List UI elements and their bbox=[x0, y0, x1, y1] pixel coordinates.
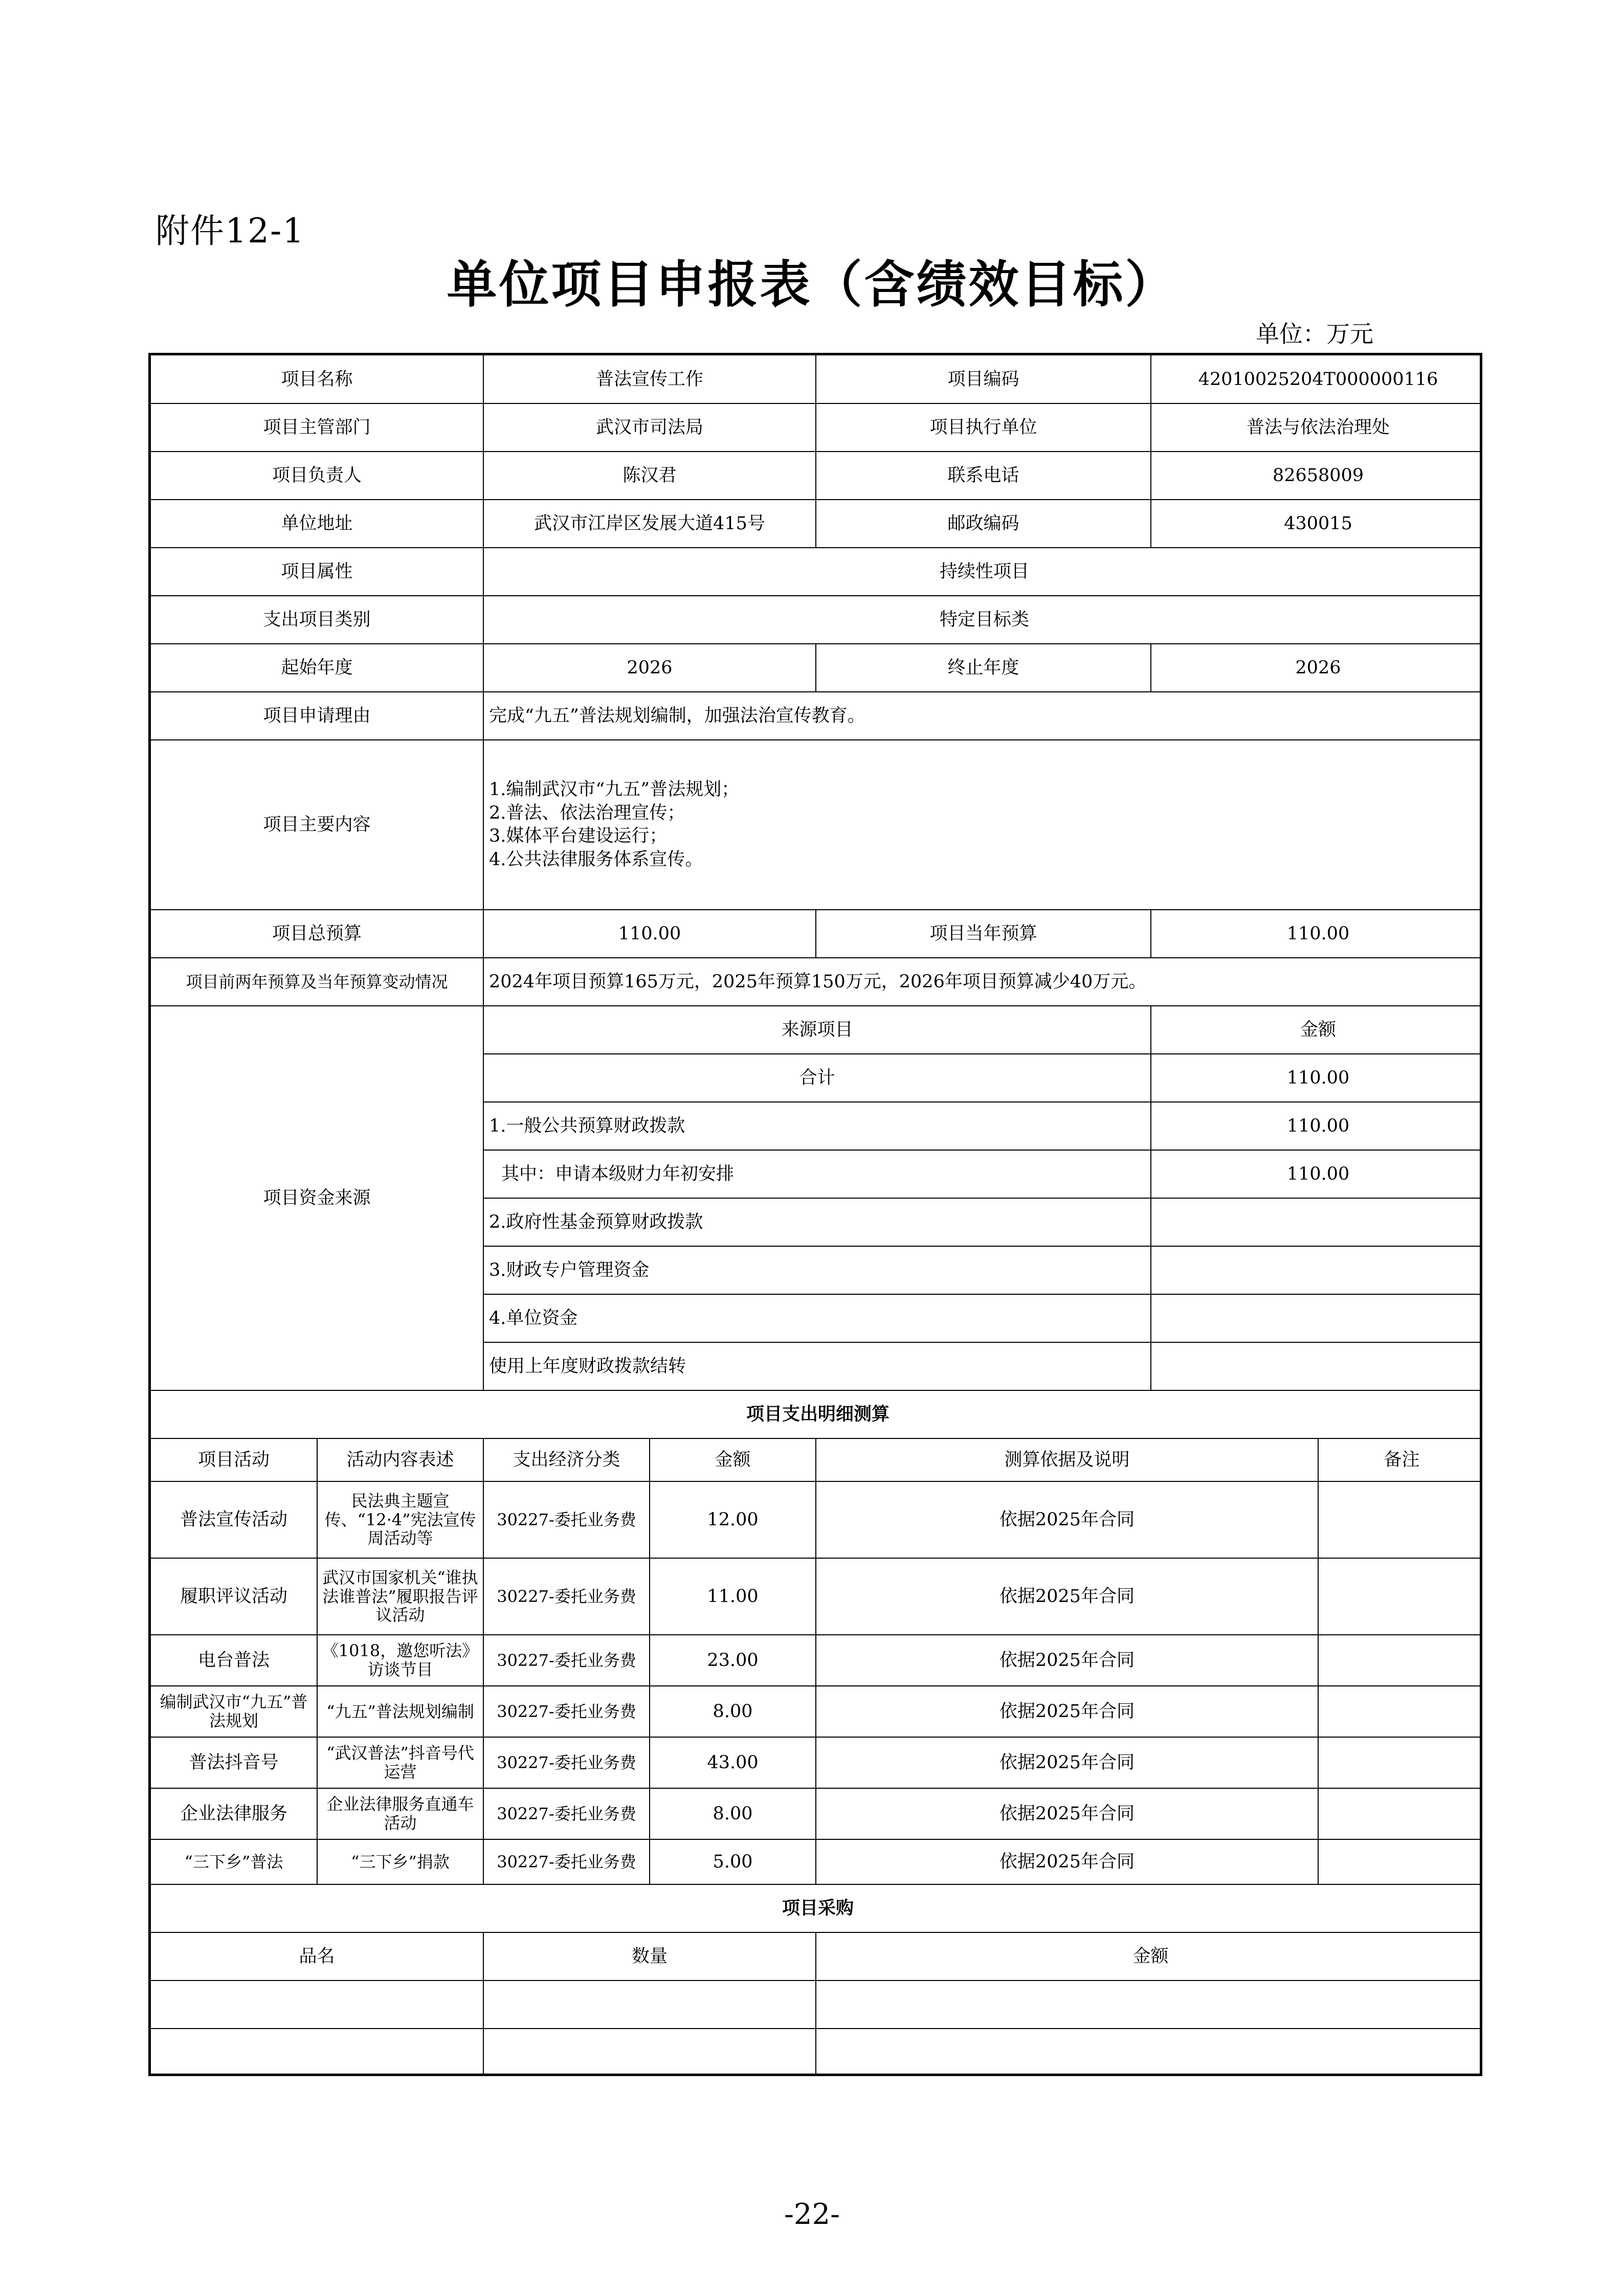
project-code-label: 项目编码 bbox=[816, 355, 1151, 403]
row-attribute bbox=[151, 548, 1482, 596]
row-budget-change bbox=[151, 958, 1482, 1006]
econ-cell: 30227-委托业务费 bbox=[483, 1737, 650, 1788]
funding-total-label: 合计 bbox=[483, 1054, 1151, 1102]
expenditure-row bbox=[151, 1788, 1482, 1839]
total-budget-value: 110.00 bbox=[483, 910, 816, 958]
funding-amount: 110.00 bbox=[1151, 1150, 1482, 1198]
basis-cell: 依据2025年合同 bbox=[816, 1558, 1318, 1635]
funding-amount-header: 金额 bbox=[1151, 1006, 1482, 1054]
current-budget-value: 110.00 bbox=[1151, 910, 1482, 958]
note-cell bbox=[1318, 1481, 1482, 1558]
expenditure-row bbox=[151, 1558, 1482, 1635]
amount-cell: 12.00 bbox=[650, 1481, 816, 1558]
reason-value: 完成“九五”普法规划编制，加强法治宣传教育。 bbox=[483, 692, 1482, 740]
amount-cell: 11.00 bbox=[650, 1558, 816, 1635]
project-code-value: 42010025204T000000116 bbox=[1151, 355, 1482, 403]
procurement-amount-cell bbox=[816, 1980, 1482, 2029]
row-reason bbox=[151, 692, 1482, 740]
note-header: 备注 bbox=[1318, 1438, 1482, 1481]
funding-label: 项目资金来源 bbox=[151, 1006, 483, 1390]
row-category bbox=[151, 596, 1482, 644]
activity-cell: 普法抖音号 bbox=[151, 1737, 317, 1788]
activity-header: 项目活动 bbox=[151, 1438, 317, 1481]
note-cell bbox=[1318, 1635, 1482, 1686]
item-name-header: 品名 bbox=[151, 1932, 483, 1980]
current-budget-label: 项目当年预算 bbox=[816, 910, 1151, 958]
page-number: -22- bbox=[784, 2198, 840, 2231]
funding-amount bbox=[1151, 1342, 1482, 1390]
budget-change-value: 2024年项目预算165万元，2025年预算150万元，2026年项目预算减少40万元。 bbox=[483, 958, 1482, 1006]
address-value: 武汉市江岸区发展大道415号 bbox=[483, 500, 816, 548]
unit-label: 单位：万元 bbox=[1256, 320, 1373, 348]
category-value: 特定目标类 bbox=[483, 596, 1482, 644]
amount-cell: 43.00 bbox=[650, 1737, 816, 1788]
project-name-label: 项目名称 bbox=[151, 355, 483, 403]
funding-header-row bbox=[151, 1006, 1482, 1054]
econ-cell: 30227-委托业务费 bbox=[483, 1788, 650, 1839]
activity-cell: 企业法律服务 bbox=[151, 1788, 317, 1839]
end-year-label: 终止年度 bbox=[816, 644, 1151, 692]
funding-total-amount: 110.00 bbox=[1151, 1054, 1482, 1102]
funding-amount bbox=[1151, 1198, 1482, 1246]
project-table bbox=[148, 353, 1482, 2076]
procurement-amount-header: 金额 bbox=[816, 1932, 1482, 1980]
exec-unit-label: 项目执行单位 bbox=[816, 403, 1151, 452]
attribute-value: 持续性项目 bbox=[483, 548, 1482, 596]
start-year-label: 起始年度 bbox=[151, 644, 483, 692]
quantity-header: 数量 bbox=[483, 1932, 816, 1980]
basis-cell: 依据2025年合同 bbox=[816, 1737, 1318, 1788]
basis-cell: 依据2025年合同 bbox=[816, 1635, 1318, 1686]
row-leader bbox=[151, 452, 1482, 500]
attachment-label: 附件12-1 bbox=[155, 211, 305, 251]
attribute-label: 项目属性 bbox=[151, 548, 483, 596]
project-name-value: 普法宣传工作 bbox=[483, 355, 816, 403]
expenditure-row bbox=[151, 1481, 1482, 1558]
page-title: 单位项目申报表（含绩效目标） bbox=[447, 256, 1177, 314]
phone-value: 82658009 bbox=[1151, 452, 1482, 500]
dept-label: 项目主管部门 bbox=[151, 403, 483, 452]
note-cell bbox=[1318, 1737, 1482, 1788]
row-years bbox=[151, 644, 1482, 692]
activity-cell: 编制武汉市“九五”普法规划 bbox=[151, 1686, 317, 1737]
expenditure-title-row bbox=[151, 1390, 1482, 1438]
desc-cell: “九五”普法规划编制 bbox=[317, 1686, 483, 1737]
leader-label: 项目负责人 bbox=[151, 452, 483, 500]
total-budget-label: 项目总预算 bbox=[151, 910, 483, 958]
dept-value: 武汉市司法局 bbox=[483, 403, 816, 452]
funding-source-header: 来源项目 bbox=[483, 1006, 1151, 1054]
end-year-value: 2026 bbox=[1151, 644, 1482, 692]
amount-cell: 5.00 bbox=[650, 1839, 816, 1884]
reason-label: 项目申请理由 bbox=[151, 692, 483, 740]
amount-header: 金额 bbox=[650, 1438, 816, 1481]
desc-header: 活动内容表述 bbox=[317, 1438, 483, 1481]
postcode-label: 邮政编码 bbox=[816, 500, 1151, 548]
amount-cell: 8.00 bbox=[650, 1788, 816, 1839]
note-cell bbox=[1318, 1788, 1482, 1839]
content-label: 项目主要内容 bbox=[151, 740, 483, 910]
expenditure-row bbox=[151, 1737, 1482, 1788]
row-project-name bbox=[151, 355, 1482, 403]
desc-cell: 武汉市国家机关“谁执法谁普法”履职报告评议活动 bbox=[317, 1558, 483, 1635]
category-label: 支出项目类别 bbox=[151, 596, 483, 644]
content-value bbox=[483, 740, 1482, 910]
row-dept bbox=[151, 403, 1482, 452]
row-budget bbox=[151, 910, 1482, 958]
address-label: 单位地址 bbox=[151, 500, 483, 548]
basis-cell: 依据2025年合同 bbox=[816, 1481, 1318, 1558]
funding-source: 4.单位资金 bbox=[483, 1294, 1151, 1342]
desc-cell: “三下乡”捐款 bbox=[317, 1839, 483, 1884]
funding-source: 其中：申请本级财力年初安排 bbox=[483, 1150, 1151, 1198]
expenditure-section-title: 项目支出明细测算 bbox=[151, 1390, 1482, 1438]
budget-change-label: 项目前两年预算及当年预算变动情况 bbox=[151, 958, 483, 1006]
note-cell bbox=[1318, 1839, 1482, 1884]
basis-cell: 依据2025年合同 bbox=[816, 1839, 1318, 1884]
procurement-row bbox=[151, 1980, 1482, 2029]
exec-unit-value: 普法与依法治理处 bbox=[1151, 403, 1482, 452]
note-cell bbox=[1318, 1558, 1482, 1635]
activity-cell: “三下乡”普法 bbox=[151, 1839, 317, 1884]
desc-cell: 《1018，邀您听法》访谈节目 bbox=[317, 1635, 483, 1686]
basis-cell: 依据2025年合同 bbox=[816, 1686, 1318, 1737]
item-name-cell bbox=[151, 1980, 483, 2029]
activity-cell: 履职评议活动 bbox=[151, 1558, 317, 1635]
content-item: 3.媒体平台建设运行； bbox=[489, 826, 668, 846]
basis-header: 测算依据及说明 bbox=[816, 1438, 1318, 1481]
expenditure-row bbox=[151, 1686, 1482, 1737]
desc-cell: 民法典主题宣传、“12·4”宪法宣传周活动等 bbox=[317, 1481, 483, 1558]
econ-cell: 30227-委托业务费 bbox=[483, 1635, 650, 1686]
econ-cell: 30227-委托业务费 bbox=[483, 1481, 650, 1558]
postcode-value: 430015 bbox=[1151, 500, 1482, 548]
expenditure-row bbox=[151, 1635, 1482, 1686]
activity-cell: 电台普法 bbox=[151, 1635, 317, 1686]
desc-cell: “武汉普法”抖音号代运营 bbox=[317, 1737, 483, 1788]
quantity-cell bbox=[483, 2029, 816, 2076]
funding-amount bbox=[1151, 1246, 1482, 1294]
leader-value: 陈汉君 bbox=[483, 452, 816, 500]
basis-cell: 依据2025年合同 bbox=[816, 1788, 1318, 1839]
row-address bbox=[151, 500, 1482, 548]
econ-cell: 30227-委托业务费 bbox=[483, 1686, 650, 1737]
funding-amount: 110.00 bbox=[1151, 1102, 1482, 1150]
procurement-header-row bbox=[151, 1932, 1482, 1980]
amount-cell: 8.00 bbox=[650, 1686, 816, 1737]
procurement-section-title: 项目采购 bbox=[151, 1884, 1482, 1932]
expenditure-row bbox=[151, 1839, 1482, 1884]
procurement-row bbox=[151, 2029, 1482, 2076]
phone-label: 联系电话 bbox=[816, 452, 1151, 500]
content-item: 4.公共法律服务体系宣传。 bbox=[489, 849, 703, 870]
funding-amount bbox=[1151, 1294, 1482, 1342]
econ-header: 支出经济分类 bbox=[483, 1438, 650, 1481]
note-cell bbox=[1318, 1686, 1482, 1737]
funding-source: 2.政府性基金预算财政拨款 bbox=[483, 1198, 1151, 1246]
procurement-title-row bbox=[151, 1884, 1482, 1932]
expenditure-header-row bbox=[151, 1438, 1482, 1481]
econ-cell: 30227-委托业务费 bbox=[483, 1839, 650, 1884]
activity-cell: 普法宣传活动 bbox=[151, 1481, 317, 1558]
procurement-amount-cell bbox=[816, 2029, 1482, 2076]
funding-source: 3.财政专户管理资金 bbox=[483, 1246, 1151, 1294]
funding-source: 使用上年度财政拨款结转 bbox=[483, 1342, 1151, 1390]
quantity-cell bbox=[483, 1980, 816, 2029]
funding-source: 1.一般公共预算财政拨款 bbox=[483, 1102, 1151, 1150]
start-year-value: 2026 bbox=[483, 644, 816, 692]
desc-cell: 企业法律服务直通车活动 bbox=[317, 1788, 483, 1839]
amount-cell: 23.00 bbox=[650, 1635, 816, 1686]
content-item: 1.编制武汉市“九五”普法规划； bbox=[489, 779, 740, 800]
econ-cell: 30227-委托业务费 bbox=[483, 1558, 650, 1635]
content-item: 2.普法、依法治理宣传； bbox=[489, 802, 685, 823]
item-name-cell bbox=[151, 2029, 483, 2076]
row-content bbox=[151, 740, 1482, 910]
